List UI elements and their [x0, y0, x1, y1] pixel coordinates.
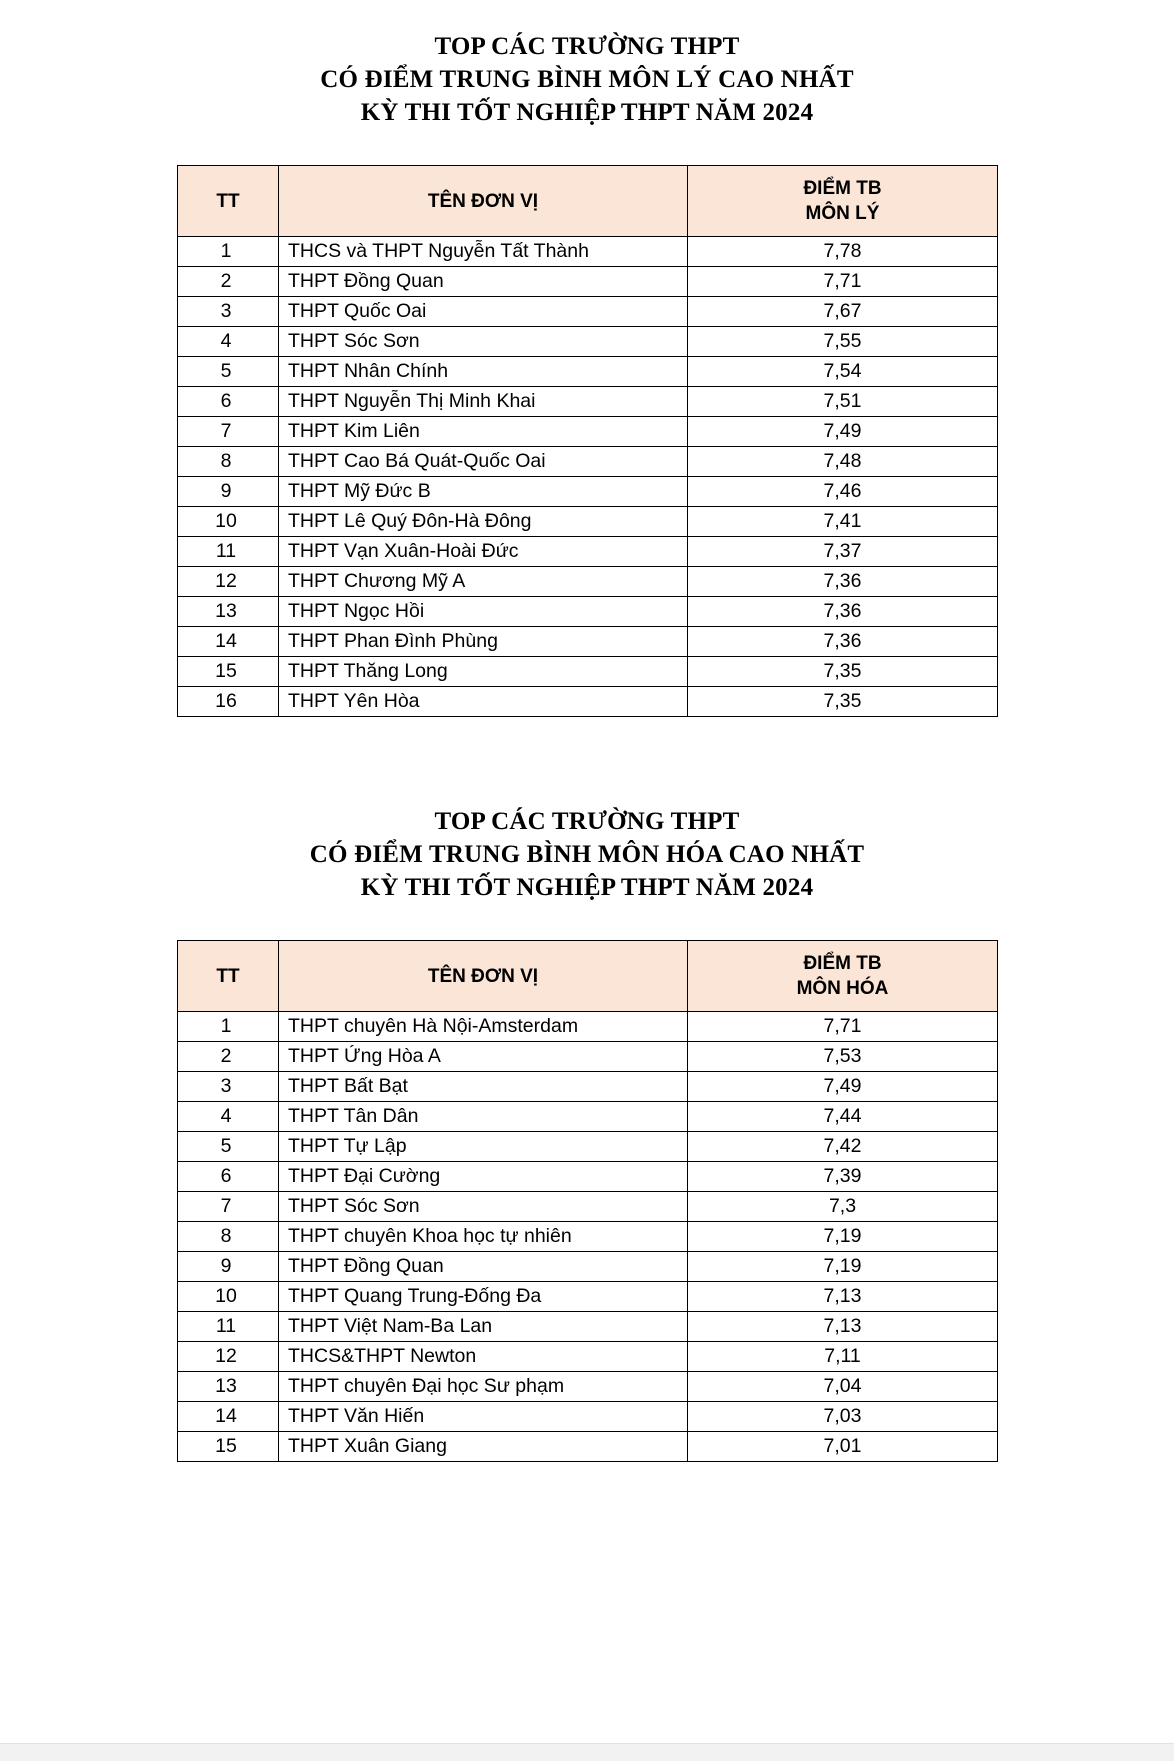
cell-average-score: 7,35 [688, 687, 998, 717]
column-header-score [688, 166, 998, 237]
column-header-score [688, 941, 998, 1012]
column-header-tt: TT [178, 166, 279, 237]
table-row [178, 597, 998, 627]
cell-rank: 12 [178, 567, 279, 597]
table-head [178, 166, 998, 237]
table-row [178, 267, 998, 297]
cell-rank: 14 [178, 627, 279, 657]
cell-average-score: 7,03 [688, 1402, 998, 1432]
cell-school-name: THPT Đại Cường [279, 1162, 688, 1192]
table-body [178, 237, 998, 717]
cell-average-score: 7,53 [688, 1042, 998, 1072]
cell-average-score: 7,49 [688, 417, 998, 447]
page-bottom-strip [0, 1743, 1174, 1761]
table-row [178, 657, 998, 687]
section-mon-ly [0, 0, 1174, 717]
table-row [178, 447, 998, 477]
cell-rank: 15 [178, 1432, 279, 1462]
table-wrapper-mon-ly [177, 129, 997, 717]
cell-rank: 6 [178, 1162, 279, 1192]
cell-average-score: 7,46 [688, 477, 998, 507]
table-row [178, 1252, 998, 1282]
table-wrapper-mon-hoa [177, 904, 997, 1462]
title-line-1: TOP CÁC TRƯỜNG THPT [434, 808, 740, 835]
table-row [178, 567, 998, 597]
column-header-name: TÊN ĐƠN VỊ [279, 166, 688, 237]
table-row [178, 1432, 998, 1462]
cell-average-score: 7,36 [688, 627, 998, 657]
cell-school-name: THPT Mỹ Đức B [279, 477, 688, 507]
table-row [178, 327, 998, 357]
cell-rank: 11 [178, 537, 279, 567]
column-header-score-line2: MÔN LÝ [805, 203, 880, 224]
table-body [178, 1012, 998, 1462]
cell-school-name: THPT Lê Quý Đôn-Hà Đông [279, 507, 688, 537]
table-row [178, 1342, 998, 1372]
title-line-1: TOP CÁC TRƯỜNG THPT [434, 33, 740, 60]
rank-table-mon-ly [177, 165, 998, 717]
cell-rank: 8 [178, 1222, 279, 1252]
title-line-3: KỲ THI TỐT NGHIỆP THPT NĂM 2024 [360, 99, 814, 126]
cell-average-score: 7,11 [688, 1342, 998, 1372]
cell-school-name: THPT Ngọc Hồi [279, 597, 688, 627]
table-row [178, 537, 998, 567]
cell-average-score: 7,71 [688, 1012, 998, 1042]
table-row [178, 1402, 998, 1432]
table-header-row [178, 941, 998, 1012]
table-row [178, 627, 998, 657]
table-row [178, 1042, 998, 1072]
table-row [178, 1312, 998, 1342]
cell-average-score: 7,54 [688, 357, 998, 387]
cell-rank: 16 [178, 687, 279, 717]
cell-school-name: THCS và THPT Nguyễn Tất Thành [279, 237, 688, 267]
cell-school-name: THPT Đồng Quan [279, 1252, 688, 1282]
cell-school-name: THPT Kim Liên [279, 417, 688, 447]
table-row [178, 687, 998, 717]
table-row [178, 1372, 998, 1402]
cell-rank: 9 [178, 477, 279, 507]
cell-school-name: THPT Sóc Sơn [279, 327, 688, 357]
cell-rank: 5 [178, 1132, 279, 1162]
cell-school-name: THPT Đồng Quan [279, 267, 688, 297]
cell-rank: 2 [178, 267, 279, 297]
cell-school-name: THPT chuyên Khoa học tự nhiên [279, 1222, 688, 1252]
cell-school-name: THPT Cao Bá Quát-Quốc Oai [279, 447, 688, 477]
cell-average-score: 7,3 [688, 1192, 998, 1222]
cell-school-name: THPT Tân Dân [279, 1102, 688, 1132]
cell-school-name: THPT Vạn Xuân-Hoài Đức [279, 537, 688, 567]
cell-rank: 9 [178, 1252, 279, 1282]
cell-school-name: THPT Phan Đình Phùng [279, 627, 688, 657]
section-1-title [0, 30, 1174, 129]
cell-rank: 7 [178, 417, 279, 447]
column-header-score-line2: MÔN HÓA [796, 978, 889, 999]
cell-average-score: 7,42 [688, 1132, 998, 1162]
cell-rank: 7 [178, 1192, 279, 1222]
cell-school-name: THPT Ứng Hòa A [279, 1042, 688, 1072]
cell-rank: 14 [178, 1402, 279, 1432]
cell-average-score: 7,41 [688, 507, 998, 537]
cell-school-name: THPT chuyên Đại học Sư phạm [279, 1372, 688, 1402]
column-header-score-line1: ĐIỂM TB [803, 178, 882, 199]
cell-school-name: THPT Bất Bạt [279, 1072, 688, 1102]
table-row [178, 1132, 998, 1162]
cell-average-score: 7,67 [688, 297, 998, 327]
cell-rank: 4 [178, 1102, 279, 1132]
table-row [178, 1222, 998, 1252]
cell-rank: 13 [178, 597, 279, 627]
cell-school-name: THPT chuyên Hà Nội-Amsterdam [279, 1012, 688, 1042]
cell-school-name: THPT Quốc Oai [279, 297, 688, 327]
cell-rank: 2 [178, 1042, 279, 1072]
table-row [178, 237, 998, 267]
cell-school-name: THPT Chương Mỹ A [279, 567, 688, 597]
section-mon-hoa [0, 717, 1174, 1462]
table-row [178, 1072, 998, 1102]
cell-average-score: 7,48 [688, 447, 998, 477]
cell-rank: 10 [178, 507, 279, 537]
cell-school-name: THPT Quang Trung-Đống Đa [279, 1282, 688, 1312]
cell-average-score: 7,04 [688, 1372, 998, 1402]
column-header-name: TÊN ĐƠN VỊ [279, 941, 688, 1012]
cell-average-score: 7,78 [688, 237, 998, 267]
cell-average-score: 7,19 [688, 1252, 998, 1282]
cell-school-name: THPT Thăng Long [279, 657, 688, 687]
table-row [178, 477, 998, 507]
cell-average-score: 7,39 [688, 1162, 998, 1192]
cell-rank: 6 [178, 387, 279, 417]
table-row [178, 1282, 998, 1312]
title-line-2: CÓ ĐIỂM TRUNG BÌNH MÔN LÝ CAO NHẤT [320, 66, 854, 93]
cell-average-score: 7,51 [688, 387, 998, 417]
cell-average-score: 7,36 [688, 567, 998, 597]
table-row [178, 417, 998, 447]
cell-average-score: 7,13 [688, 1312, 998, 1342]
cell-rank: 15 [178, 657, 279, 687]
cell-rank: 3 [178, 1072, 279, 1102]
cell-average-score: 7,71 [688, 267, 998, 297]
title-line-2: CÓ ĐIỂM TRUNG BÌNH MÔN HÓA CAO NHẤT [309, 841, 865, 868]
cell-average-score: 7,44 [688, 1102, 998, 1132]
section-2-title [0, 805, 1174, 904]
title-line-3: KỲ THI TỐT NGHIỆP THPT NĂM 2024 [360, 874, 814, 901]
table-head [178, 941, 998, 1012]
table-row [178, 1012, 998, 1042]
cell-average-score: 7,19 [688, 1222, 998, 1252]
cell-school-name: THPT Nhân Chính [279, 357, 688, 387]
table-row [178, 387, 998, 417]
cell-average-score: 7,35 [688, 657, 998, 687]
table-row [178, 1192, 998, 1222]
cell-average-score: 7,49 [688, 1072, 998, 1102]
cell-school-name: THPT Việt Nam-Ba Lan [279, 1312, 688, 1342]
rank-table-mon-hoa [177, 940, 998, 1462]
cell-school-name: THPT Yên Hòa [279, 687, 688, 717]
cell-average-score: 7,36 [688, 597, 998, 627]
cell-rank: 3 [178, 297, 279, 327]
table-row [178, 1162, 998, 1192]
cell-rank: 11 [178, 1312, 279, 1342]
cell-rank: 1 [178, 1012, 279, 1042]
cell-rank: 4 [178, 327, 279, 357]
table-row [178, 1102, 998, 1132]
cell-school-name: THPT Tự Lập [279, 1132, 688, 1162]
cell-rank: 12 [178, 1342, 279, 1372]
table-row [178, 357, 998, 387]
table-row [178, 507, 998, 537]
cell-school-name: THCS&THPT Newton [279, 1342, 688, 1372]
cell-rank: 8 [178, 447, 279, 477]
cell-rank: 10 [178, 1282, 279, 1312]
cell-school-name: THPT Nguyễn Thị Minh Khai [279, 387, 688, 417]
cell-average-score: 7,55 [688, 327, 998, 357]
cell-school-name: THPT Sóc Sơn [279, 1192, 688, 1222]
table-header-row [178, 166, 998, 237]
column-header-tt: TT [178, 941, 279, 1012]
table-row [178, 297, 998, 327]
column-header-score-line1: ĐIỂM TB [803, 953, 882, 974]
cell-average-score: 7,37 [688, 537, 998, 567]
cell-rank: 5 [178, 357, 279, 387]
cell-rank: 1 [178, 237, 279, 267]
cell-rank: 13 [178, 1372, 279, 1402]
cell-average-score: 7,01 [688, 1432, 998, 1462]
cell-school-name: THPT Văn Hiến [279, 1402, 688, 1432]
cell-school-name: THPT Xuân Giang [279, 1432, 688, 1462]
cell-average-score: 7,13 [688, 1282, 998, 1312]
